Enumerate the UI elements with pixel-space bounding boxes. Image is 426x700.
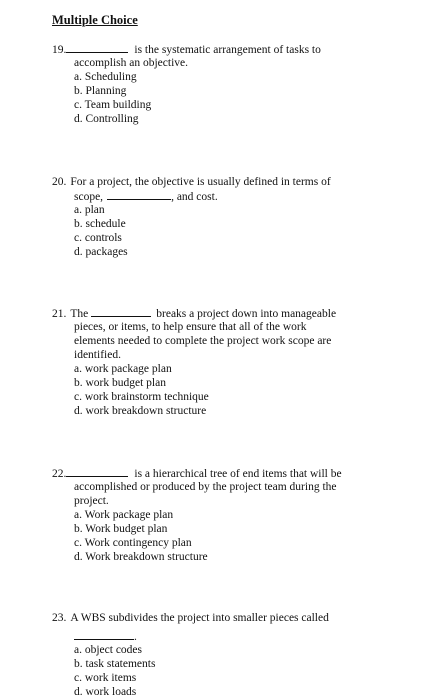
- option-a: a. Work package plan: [74, 509, 174, 521]
- option-a: a. Scheduling: [74, 71, 137, 83]
- option-b: b. task statements: [74, 658, 156, 670]
- answer-blank: [74, 629, 134, 640]
- answer-blank: [107, 189, 171, 200]
- question-number: 22.: [52, 468, 67, 480]
- answer-blank: [66, 42, 128, 53]
- question-22: 22. is a hierarchical tree of end items that will be accomplished or produced by the project team during the project. a. Work package plan b. Work budget plan c. Work contingency plan d. Work breakdown structure: [52, 466, 382, 564]
- question-number: 20.: [52, 176, 67, 188]
- option-a: a. object codes: [74, 644, 143, 656]
- question-text: 19. is the systematic arrangement of tasks to: [52, 44, 321, 56]
- option-d: d. packages: [74, 246, 128, 258]
- question-23: 23. A WBS subdivides the project into smaller pieces called . a. object codes b. task statements c. work items d. work loads: [52, 611, 382, 699]
- option-b: b. schedule: [74, 218, 126, 230]
- option-a: a. plan: [74, 204, 105, 216]
- question-text: 20. For a project, the objective is usually defined in terms of: [52, 176, 331, 188]
- option-d: d. work loads: [74, 686, 137, 698]
- question-number: 19.: [52, 44, 67, 56]
- question-19: 19. is the systematic arrangement of tasks to accomplish an objective. a. Scheduling b. Planning c. Team building d. Controlling: [52, 42, 382, 126]
- option-c: c. Team building: [74, 99, 152, 111]
- option-d: d. work breakdown structure: [74, 405, 207, 417]
- option-c: c. controls: [74, 232, 122, 244]
- answer-blank: [66, 466, 128, 477]
- option-c: c. Work contingency plan: [74, 537, 192, 549]
- answer-blank: [91, 306, 151, 317]
- question-text: 23. A WBS subdivides the project into smaller pieces called: [52, 612, 329, 624]
- question-number: 21.: [52, 308, 67, 320]
- option-d: d. Work breakdown structure: [74, 551, 208, 563]
- question-text: 21. The breaks a project down into manageable: [52, 308, 337, 320]
- question-20: 20. For a project, the objective is usually defined in terms of scope, , and cost. a. plan b. schedule c. controls d. packages: [52, 175, 382, 259]
- option-c: c. work brainstorm technique: [74, 391, 209, 403]
- option-b: b. Planning: [74, 85, 127, 97]
- question-text: 22. is a hierarchical tree of end items that will be: [52, 468, 342, 480]
- option-b: b. work budget plan: [74, 377, 166, 389]
- section-title: Multiple Choice: [52, 13, 138, 27]
- question-number: 23.: [52, 612, 67, 624]
- option-c: c. work items: [74, 672, 137, 684]
- question-21: 21. The breaks a project down into manageable pieces, or items, to help ensure that all of the work elements needed to complete the project work scope are identified. a. work package plan b. work budget plan c. work brainstorm technique d. work breakdown structure: [52, 306, 382, 418]
- option-a: a. work package plan: [74, 363, 172, 375]
- option-b: b. Work budget plan: [74, 523, 168, 535]
- option-d: d. Controlling: [74, 113, 139, 125]
